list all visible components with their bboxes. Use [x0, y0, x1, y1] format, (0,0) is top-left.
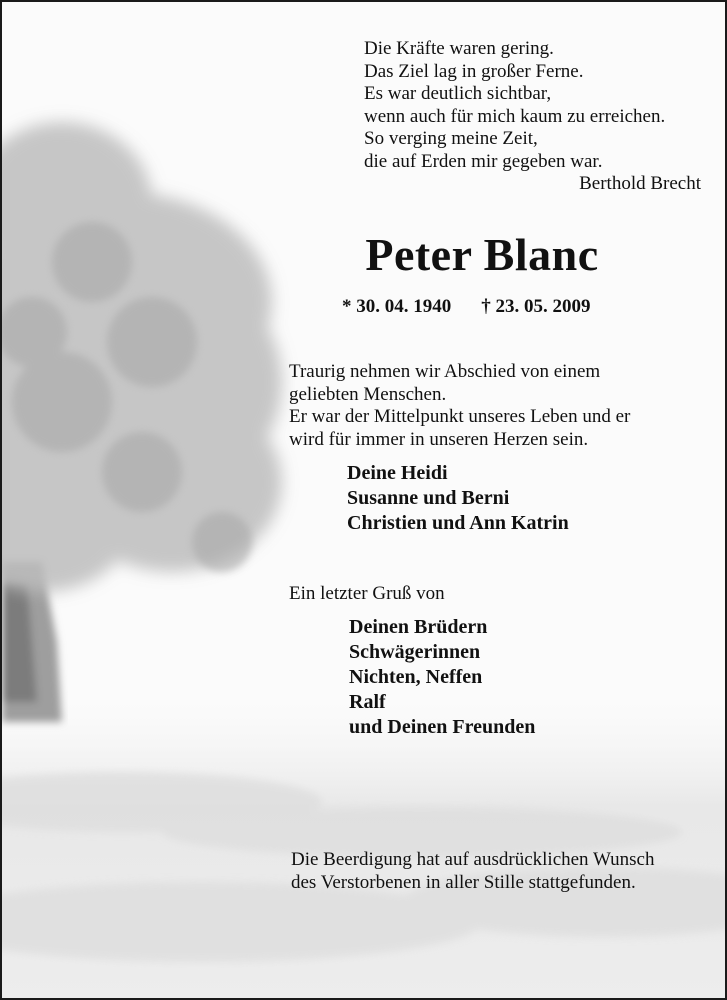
deceased-name: Peter Blanc — [365, 229, 599, 280]
relative: Schwägerinnen — [349, 641, 481, 663]
funeral-line: des Verstorbenen in aller Stille stattgefunden. — [291, 871, 636, 893]
family-member: Deine Heidi — [347, 462, 448, 484]
funeral-line: Die Beerdigung hat auf ausdrücklichen Wunsch — [291, 849, 655, 870]
poem-author: Berthold Brecht — [579, 173, 701, 194]
poem-line: So verging meine Zeit, — [364, 128, 538, 149]
family-member: Christien und Ann Katrin — [347, 512, 569, 534]
family-member: Susanne und Berni — [347, 487, 510, 509]
relative: Deinen Brüdern — [349, 616, 488, 638]
family-signatures — [347, 461, 569, 536]
relative: Ralf — [349, 691, 386, 713]
message-line: Er war der Mittelpunkt unseres Leben und er — [289, 406, 631, 427]
funeral-notice — [291, 849, 654, 894]
message-line: Traurig nehmen wir Abschied von einem — [289, 361, 601, 382]
death-date: † 23. 05. 2009 — [481, 296, 591, 317]
relative: Nichten, Neffen — [349, 666, 483, 688]
poem-line: Es war deutlich sichtbar, — [364, 83, 552, 104]
message-line: wird für immer in unseren Herzen sein. — [289, 428, 589, 450]
poem-line: Das Ziel lag in großer Ferne. — [364, 60, 584, 82]
poem — [364, 38, 709, 196]
poem-line: wenn auch für mich kaum zu erreichen. — [364, 105, 666, 127]
poem-line: Die Kräfte waren gering. — [364, 38, 554, 59]
relative: und Deinen Freunden — [349, 716, 536, 738]
farewell-message — [289, 361, 630, 451]
life-dates — [342, 296, 591, 318]
poem-line: die auf Erden mir gegeben war. — [364, 150, 603, 172]
relatives-signatures — [349, 615, 535, 740]
final-greeting: Ein letzter Gruß von — [289, 583, 445, 604]
birth-date: * 30. 04. 1940 — [342, 296, 452, 317]
message-line: geliebten Menschen. — [289, 383, 447, 405]
